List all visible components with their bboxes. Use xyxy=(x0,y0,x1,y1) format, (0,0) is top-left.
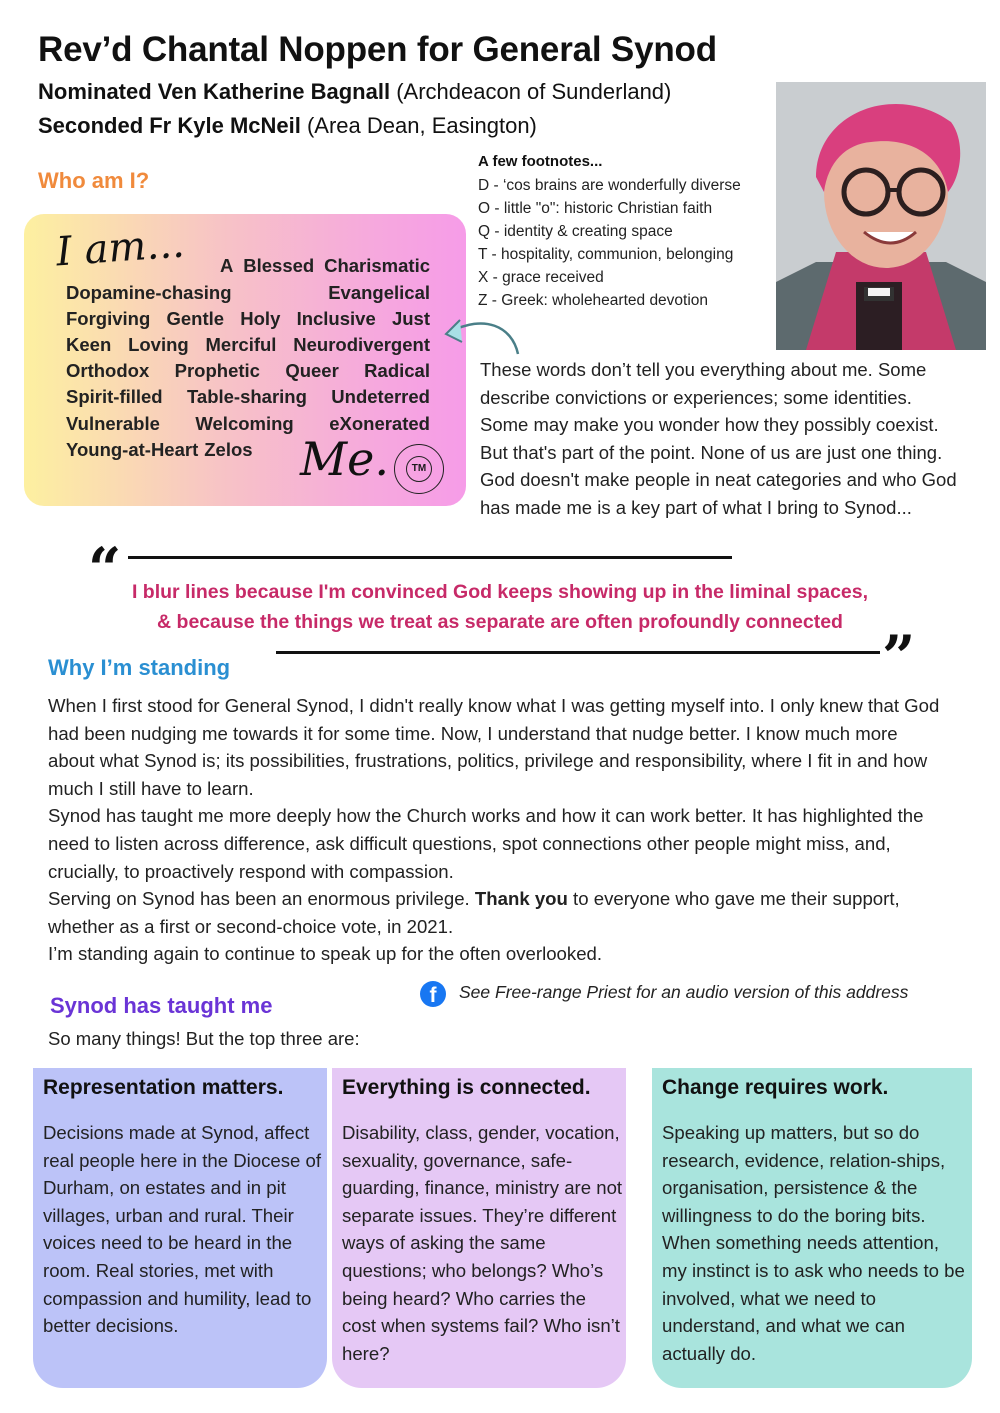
me-script: Me. xyxy=(300,432,389,486)
footnotes-heading: A few footnotes... xyxy=(478,153,603,170)
identity-word: Prophetic xyxy=(174,360,260,381)
footnote-item: O - little "o": historic Christian faith xyxy=(478,200,713,217)
seconded-line xyxy=(38,113,537,139)
why-text: to everyone who gave me their support, whether as a first or second-choice vote, in 2021. xyxy=(48,888,900,937)
footnote-item: T - hospitality, communion, belonging xyxy=(478,246,734,263)
pull-quote xyxy=(60,577,940,637)
seconder-name: Seconded Fr Kyle McNeil xyxy=(38,113,301,138)
candidate-photo xyxy=(776,82,986,350)
nominated-line xyxy=(38,79,671,105)
identity-word: Inclusive xyxy=(296,308,376,329)
why-paragraph: When I first stood for General Synod, I didn't really know what I was getting myself into. I only knew that God had been nudging me towards it for some time. Now, I understand that nudge better. I know much more about what Synod is; its possibilities, frustrations, politics, privilege and responsibility, where I fit in and how much I still have to learn. xyxy=(48,695,940,799)
identity-word-line xyxy=(66,360,430,382)
footnote-item: Z - Greek: wholehearted devotion xyxy=(478,292,709,309)
identity-word: Keen xyxy=(66,334,112,355)
identity-word: Queer xyxy=(285,360,339,381)
lesson-card-text: Speaking up matters, but so do research, evidence, relation-ships, organisation, persistence & the willingness to do the boring bits. When something needs attention, my instinct is to ask who needs to be involved, what we need to understand, and what we can actually do. xyxy=(662,1122,965,1364)
quote-rule-top xyxy=(128,556,732,559)
identity-word: Merciful xyxy=(205,334,277,355)
lesson-card-heading: Everything is connected. xyxy=(342,1076,591,1099)
lesson-card-connected xyxy=(332,1068,626,1388)
lesson-card-representation xyxy=(33,1068,327,1388)
identity-word: Zelos xyxy=(204,439,253,460)
identity-word: Charismatic xyxy=(324,255,430,276)
identity-word: Gentle xyxy=(166,308,225,329)
lesson-card-change xyxy=(652,1068,972,1388)
identity-word-line xyxy=(66,386,430,408)
identity-word: Vulnerable xyxy=(66,413,160,434)
quote-rule-bottom xyxy=(276,651,880,654)
curved-arrow-icon xyxy=(432,308,522,358)
pull-quote-line: & because the things we treat as separate are often profoundly connected xyxy=(157,611,843,633)
identity-word: Undeterred xyxy=(331,386,430,407)
identity-word: eXonerated xyxy=(329,413,430,434)
lesson-card-text: Decisions made at Synod, affect real people here in the Diocese of Durham, on estates and in pit villages, urban and rural. Their voices need to be heard in the room. Real stories, met with compassion and humility, lead to better decisions. xyxy=(43,1122,322,1337)
identity-word-line xyxy=(66,282,430,304)
identity-word-line xyxy=(220,255,430,277)
seconder-role: (Area Dean, Easington) xyxy=(300,113,537,138)
why-paragraph xyxy=(48,885,948,940)
why-standing-body xyxy=(48,692,948,968)
identity-word: Dopamine-chasing xyxy=(66,282,232,303)
identity-word: Spirit-filled xyxy=(66,386,163,407)
lesson-card-heading: Change requires work. xyxy=(662,1076,889,1099)
identity-word: A xyxy=(220,255,234,276)
why-standing-heading: Why I’m standing xyxy=(48,655,231,680)
i-am-script: I am... xyxy=(54,220,186,276)
synod-taught-heading: Synod has taught me xyxy=(50,993,273,1018)
close-quote-icon: ” xyxy=(882,623,916,691)
identity-word: Loving xyxy=(128,334,189,355)
identity-word: Just xyxy=(391,308,430,329)
footnote-item: X - grace received xyxy=(478,269,604,286)
facebook-icon[interactable]: f xyxy=(420,981,446,1007)
seal-monogram: TM xyxy=(406,456,432,482)
why-text: Serving on Synod has been an enormous privilege. xyxy=(48,888,475,910)
identity-word: Table-sharing xyxy=(186,386,307,407)
why-paragraph: Synod has taught me more deeply how the Church works and how it can work better. It has highlighted the need to listen across difference, ask difficult questions, spot connections other people might miss, and, crucially, to proactively respond with compassion. xyxy=(48,805,924,882)
thank-you-text: Thank you xyxy=(474,888,568,910)
pull-quote-line: I blur lines because I'm convinced God keeps showing up in the liminal spaces, xyxy=(131,581,869,603)
identity-word: Blessed xyxy=(243,255,315,276)
open-quote-icon: “ xyxy=(88,535,122,603)
identity-word-line xyxy=(66,308,430,330)
identity-word: Welcoming xyxy=(195,413,294,434)
identity-word: Holy xyxy=(240,308,281,329)
page-title: Rev’d Chantal Noppen for General Synod xyxy=(38,30,717,69)
intro-paragraph: These words don’t tell you everything about me. Some describe convictions or experiences; some identities. Some may make you wonder how they possibly coexist. But that's part of the point. None of us are just one thing. God doesn't make people in neat categories and who God has made me is a key part of what I bring to Synod... xyxy=(480,359,957,518)
identity-word: Young-at-Heart xyxy=(66,439,199,460)
lesson-card-heading: Representation matters. xyxy=(43,1076,284,1099)
who-am-i-heading: Who am I? xyxy=(38,168,150,193)
identity-word: Orthodox xyxy=(66,360,150,381)
nominator-role: (Archdeacon of Sunderland) xyxy=(390,79,672,104)
identity-word: Forgiving xyxy=(66,308,151,329)
audio-version-note: See Free-range Priest for an audio version of this address xyxy=(459,982,909,1002)
identity-word: Radical xyxy=(364,360,430,381)
nominator-name: Nominated Ven Katherine Bagnall xyxy=(38,79,391,104)
identity-word: Evangelical xyxy=(328,282,430,303)
why-paragraph: I’m standing again to continue to speak up for the often overlooked. xyxy=(48,943,603,965)
identity-word: Neurodivergent xyxy=(293,334,430,355)
synod-taught-intro: So many things! But the top three are: xyxy=(48,1028,360,1049)
image-of-god-seal xyxy=(394,444,444,494)
footnote-item: Q - identity & creating space xyxy=(478,223,673,240)
footnote-item: D - ‘cos brains are wonderfully diverse xyxy=(478,177,741,194)
lesson-card-text: Disability, class, gender, vocation, sexuality, governance, safe-guarding, finance, ministry are not separate issues. They’re different ways of asking the same questions; who belongs? Who’s being heard? Who carries the cost when systems fail? Who isn’t here? xyxy=(342,1122,623,1364)
identity-word-line xyxy=(66,334,430,356)
